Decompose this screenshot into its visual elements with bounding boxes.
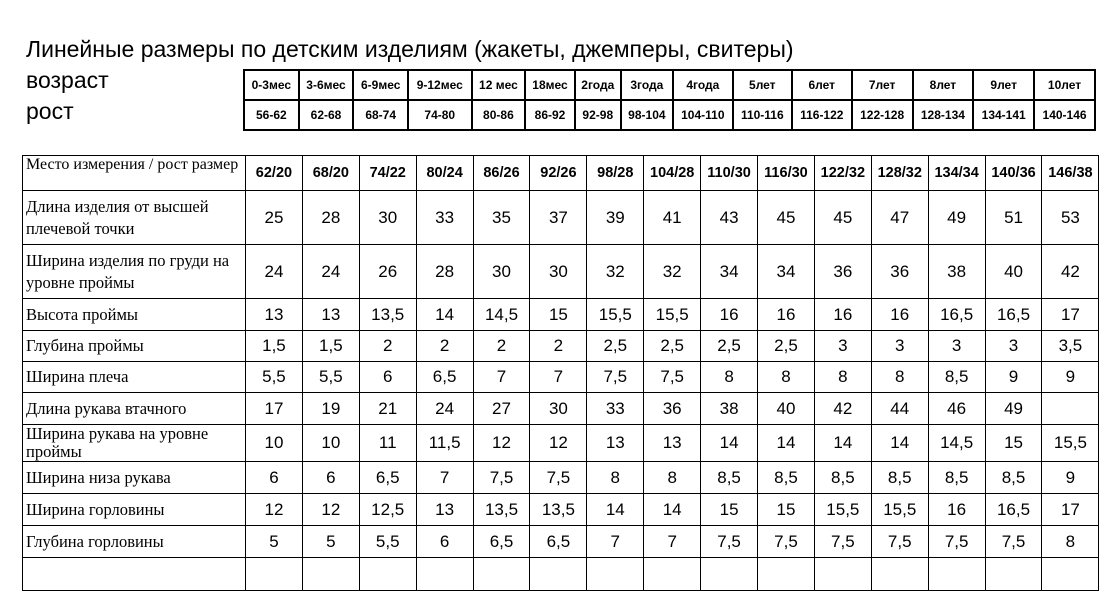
table-cell: 2 <box>530 331 587 362</box>
height-label: рост <box>26 98 74 124</box>
height-range-cell: 104-110 <box>673 100 733 130</box>
table-row <box>23 299 1099 331</box>
table-cell: 9 <box>985 362 1042 393</box>
table-cell: 19 <box>302 393 359 425</box>
table-cell: 7 <box>416 462 473 494</box>
table-cell: 26 <box>359 245 416 299</box>
table-cell: 3 <box>814 331 871 362</box>
row-label: Высота проймы <box>23 299 246 331</box>
size-header-cell: 92/26 <box>530 156 587 191</box>
table-cell: 8,5 <box>985 462 1042 494</box>
table-cell: 53 <box>1042 191 1099 245</box>
table-cell <box>1042 393 1099 425</box>
table-cell: 8,5 <box>871 462 928 494</box>
table-cell: 2 <box>473 331 530 362</box>
table-row <box>23 462 1099 494</box>
row-label: Глубина проймы <box>23 331 246 362</box>
table-cell: 12 <box>530 425 587 462</box>
table-cell: 8,5 <box>928 362 985 393</box>
height-row <box>244 100 1095 130</box>
row-label: Ширина плеча <box>23 362 246 393</box>
empty-cell <box>644 558 701 591</box>
size-header-cell: 140/36 <box>985 156 1042 191</box>
table-row <box>23 425 1099 462</box>
table-cell: 24 <box>246 245 303 299</box>
table-cell: 32 <box>587 245 644 299</box>
table-cell: 15 <box>701 494 758 526</box>
table-cell: 6,5 <box>359 462 416 494</box>
row-label: Глубина горловины <box>23 526 246 558</box>
table-cell: 15 <box>758 494 815 526</box>
table-cell: 13 <box>644 425 701 462</box>
table-cell: 17 <box>1042 494 1099 526</box>
age-cell: 6-9мес <box>353 70 408 100</box>
table-row <box>23 494 1099 526</box>
table-cell: 6 <box>416 526 473 558</box>
table-cell: 6 <box>359 362 416 393</box>
table-cell: 40 <box>758 393 815 425</box>
table-cell: 24 <box>302 245 359 299</box>
table-row <box>23 331 1099 362</box>
table-row <box>23 362 1099 393</box>
table-cell: 42 <box>1042 245 1099 299</box>
table-cell: 10 <box>246 425 303 462</box>
age-cell: 0-3мес <box>244 70 299 100</box>
table-cell: 12 <box>246 494 303 526</box>
table-cell: 9 <box>1042 362 1099 393</box>
table-cell: 27 <box>473 393 530 425</box>
height-range-cell: 74-80 <box>408 100 471 130</box>
table-cell: 2,5 <box>587 331 644 362</box>
height-range-cell: 116-122 <box>792 100 852 130</box>
empty-cell <box>871 558 928 591</box>
table-cell: 5,5 <box>246 362 303 393</box>
size-header-cell: 62/20 <box>246 156 303 191</box>
empty-cell <box>758 558 815 591</box>
table-cell: 34 <box>701 245 758 299</box>
corner-header: Место измерения / рост размер <box>23 156 246 191</box>
empty-cell <box>701 558 758 591</box>
table-cell: 39 <box>587 191 644 245</box>
age-label: возраст <box>26 67 109 93</box>
table-cell: 7,5 <box>530 462 587 494</box>
height-range-cell: 68-74 <box>353 100 408 130</box>
row-label: Ширина низа рукава <box>23 462 246 494</box>
table-cell: 2,5 <box>644 331 701 362</box>
empty-cell <box>985 558 1042 591</box>
table-cell: 2,5 <box>701 331 758 362</box>
table-cell: 16 <box>871 299 928 331</box>
table-cell: 2 <box>359 331 416 362</box>
table-cell: 6 <box>302 462 359 494</box>
table-cell: 24 <box>416 393 473 425</box>
size-header-cell: 146/38 <box>1042 156 1099 191</box>
size-header-cell: 98/28 <box>587 156 644 191</box>
table-cell: 5 <box>302 526 359 558</box>
height-range-cell: 134-141 <box>973 100 1034 130</box>
table-cell: 17 <box>1042 299 1099 331</box>
table-cell: 12 <box>302 494 359 526</box>
table-cell: 14,5 <box>473 299 530 331</box>
table-cell: 15 <box>530 299 587 331</box>
table-cell: 8 <box>701 362 758 393</box>
height-range-cell: 140-146 <box>1034 100 1095 130</box>
table-cell: 14 <box>758 425 815 462</box>
empty-cell <box>814 558 871 591</box>
table-cell: 5,5 <box>302 362 359 393</box>
table-cell: 9 <box>1042 462 1099 494</box>
empty-cell <box>246 558 303 591</box>
table-cell: 14 <box>587 494 644 526</box>
table-cell: 33 <box>587 393 644 425</box>
table-cell: 7 <box>473 362 530 393</box>
empty-cell <box>928 558 985 591</box>
table-cell: 14,5 <box>928 425 985 462</box>
table-cell: 3 <box>871 331 928 362</box>
row-label: Ширина рукава на уровне проймы <box>23 425 246 462</box>
table-cell: 30 <box>530 245 587 299</box>
age-cell: 5лет <box>733 70 792 100</box>
empty-cell <box>23 558 246 591</box>
age-cell: 8лет <box>913 70 974 100</box>
age-cell: 7лет <box>852 70 913 100</box>
table-cell: 11 <box>359 425 416 462</box>
table-cell: 44 <box>871 393 928 425</box>
height-range-cell: 92-98 <box>575 100 621 130</box>
age-cell: 9лет <box>973 70 1034 100</box>
table-cell: 8,5 <box>928 462 985 494</box>
row-label: Длина изделия от высшей плечевой точки <box>23 191 246 245</box>
table-cell: 51 <box>985 191 1042 245</box>
table-cell: 13,5 <box>359 299 416 331</box>
age-cell: 10лет <box>1034 70 1095 100</box>
table-cell: 49 <box>928 191 985 245</box>
table-cell: 7,5 <box>985 526 1042 558</box>
age-height-table <box>243 69 1096 131</box>
page-title: Линейные размеры по детским изделиям (жакеты, джемперы, свитеры) <box>26 36 794 62</box>
table-cell: 12,5 <box>359 494 416 526</box>
size-header-cell: 80/24 <box>416 156 473 191</box>
table-cell: 7,5 <box>587 362 644 393</box>
table-cell: 8 <box>1042 526 1099 558</box>
empty-cell <box>1042 558 1099 591</box>
table-cell: 3 <box>928 331 985 362</box>
table-cell: 8,5 <box>701 462 758 494</box>
table-cell: 45 <box>814 191 871 245</box>
table-cell: 37 <box>530 191 587 245</box>
table-cell: 6 <box>246 462 303 494</box>
table-cell: 8 <box>587 462 644 494</box>
age-row <box>244 70 1095 100</box>
table-cell: 5 <box>246 526 303 558</box>
table-cell: 42 <box>814 393 871 425</box>
table-cell: 8 <box>644 462 701 494</box>
size-header-cell: 122/32 <box>814 156 871 191</box>
height-range-cell: 110-116 <box>733 100 792 130</box>
table-cell: 28 <box>416 245 473 299</box>
table-cell: 16,5 <box>985 494 1042 526</box>
row-label: Ширина горловины <box>23 494 246 526</box>
measurements-table <box>22 155 1099 591</box>
table-cell: 1,5 <box>302 331 359 362</box>
size-header-cell: 86/26 <box>473 156 530 191</box>
table-cell: 34 <box>758 245 815 299</box>
table-cell: 8,5 <box>814 462 871 494</box>
height-range-cell: 128-134 <box>913 100 974 130</box>
table-cell: 7,5 <box>928 526 985 558</box>
table-cell: 16 <box>814 299 871 331</box>
table-cell: 15,5 <box>1042 425 1099 462</box>
size-header-cell: 68/20 <box>302 156 359 191</box>
table-cell: 33 <box>416 191 473 245</box>
empty-cell <box>359 558 416 591</box>
age-cell: 6лет <box>792 70 852 100</box>
size-header-cell: 104/28 <box>644 156 701 191</box>
table-cell: 7,5 <box>701 526 758 558</box>
size-header-cell: 110/30 <box>701 156 758 191</box>
age-cell: 2года <box>575 70 621 100</box>
table-cell: 32 <box>644 245 701 299</box>
table-cell: 7 <box>530 362 587 393</box>
table-cell: 17 <box>246 393 303 425</box>
table-cell: 16,5 <box>985 299 1042 331</box>
table-cell: 38 <box>928 245 985 299</box>
table-cell: 7,5 <box>814 526 871 558</box>
table-cell: 1,5 <box>246 331 303 362</box>
height-range-cell: 98-104 <box>621 100 673 130</box>
table-cell: 8,5 <box>758 462 815 494</box>
table-cell: 13,5 <box>530 494 587 526</box>
table-cell: 15,5 <box>644 299 701 331</box>
table-cell: 13 <box>416 494 473 526</box>
table-cell: 16,5 <box>928 299 985 331</box>
height-range-cell: 62-68 <box>299 100 354 130</box>
size-header-cell: 74/22 <box>359 156 416 191</box>
table-cell: 15 <box>985 425 1042 462</box>
empty-cell <box>587 558 644 591</box>
table-cell: 3,5 <box>1042 331 1099 362</box>
table-cell: 13,5 <box>473 494 530 526</box>
table-row <box>23 393 1099 425</box>
table-cell: 16 <box>928 494 985 526</box>
age-cell: 3-6мес <box>299 70 354 100</box>
table-cell: 30 <box>473 245 530 299</box>
table-cell: 15,5 <box>871 494 928 526</box>
table-cell: 13 <box>246 299 303 331</box>
table-cell: 8 <box>871 362 928 393</box>
table-cell: 36 <box>644 393 701 425</box>
table-cell: 14 <box>416 299 473 331</box>
age-cell: 9-12мес <box>408 70 471 100</box>
table-cell: 7,5 <box>473 462 530 494</box>
table-cell: 2,5 <box>758 331 815 362</box>
table-cell: 38 <box>701 393 758 425</box>
table-row <box>23 245 1099 299</box>
age-cell: 4года <box>673 70 733 100</box>
empty-cell <box>302 558 359 591</box>
table-cell: 3 <box>985 331 1042 362</box>
table-cell: 14 <box>644 494 701 526</box>
size-header-row <box>23 156 1099 191</box>
table-cell: 35 <box>473 191 530 245</box>
table-cell: 36 <box>871 245 928 299</box>
table-cell: 43 <box>701 191 758 245</box>
table-cell: 11,5 <box>416 425 473 462</box>
height-range-cell: 56-62 <box>244 100 299 130</box>
table-cell: 45 <box>758 191 815 245</box>
table-cell: 15,5 <box>587 299 644 331</box>
table-cell: 7,5 <box>758 526 815 558</box>
empty-cell <box>473 558 530 591</box>
row-label: Ширина изделия по груди на уровне проймы <box>23 245 246 299</box>
table-cell: 30 <box>359 191 416 245</box>
table-row <box>23 526 1099 558</box>
table-cell: 7 <box>587 526 644 558</box>
table-cell: 7 <box>644 526 701 558</box>
table-cell: 7,5 <box>644 362 701 393</box>
table-cell: 10 <box>302 425 359 462</box>
table-cell: 41 <box>644 191 701 245</box>
empty-cell <box>416 558 473 591</box>
table-cell: 6,5 <box>530 526 587 558</box>
table-cell: 16 <box>758 299 815 331</box>
table-cell: 49 <box>985 393 1042 425</box>
height-range-cell: 86-92 <box>525 100 574 130</box>
table-cell: 40 <box>985 245 1042 299</box>
age-cell: 18мес <box>525 70 574 100</box>
table-cell: 6,5 <box>473 526 530 558</box>
table-cell: 5,5 <box>359 526 416 558</box>
table-cell: 2 <box>416 331 473 362</box>
table-cell: 14 <box>814 425 871 462</box>
table-cell: 13 <box>587 425 644 462</box>
height-range-cell: 80-86 <box>472 100 526 130</box>
empty-cell <box>530 558 587 591</box>
size-header-cell: 134/34 <box>928 156 985 191</box>
age-cell: 12 мес <box>472 70 526 100</box>
empty-row <box>23 558 1099 591</box>
table-cell: 36 <box>814 245 871 299</box>
table-cell: 8 <box>758 362 815 393</box>
table-cell: 13 <box>302 299 359 331</box>
size-header-cell: 116/30 <box>758 156 815 191</box>
table-cell: 12 <box>473 425 530 462</box>
height-range-cell: 122-128 <box>852 100 913 130</box>
size-header-cell: 128/32 <box>871 156 928 191</box>
row-label: Длина рукава втачного <box>23 393 246 425</box>
table-cell: 47 <box>871 191 928 245</box>
table-cell: 8 <box>814 362 871 393</box>
table-cell: 15,5 <box>814 494 871 526</box>
table-cell: 30 <box>530 393 587 425</box>
table-cell: 6,5 <box>416 362 473 393</box>
table-cell: 28 <box>302 191 359 245</box>
table-cell: 14 <box>871 425 928 462</box>
table-cell: 16 <box>701 299 758 331</box>
table-cell: 46 <box>928 393 985 425</box>
table-cell: 7,5 <box>871 526 928 558</box>
table-cell: 14 <box>701 425 758 462</box>
table-row <box>23 191 1099 245</box>
table-cell: 21 <box>359 393 416 425</box>
table-cell: 25 <box>246 191 303 245</box>
age-cell: 3года <box>621 70 673 100</box>
